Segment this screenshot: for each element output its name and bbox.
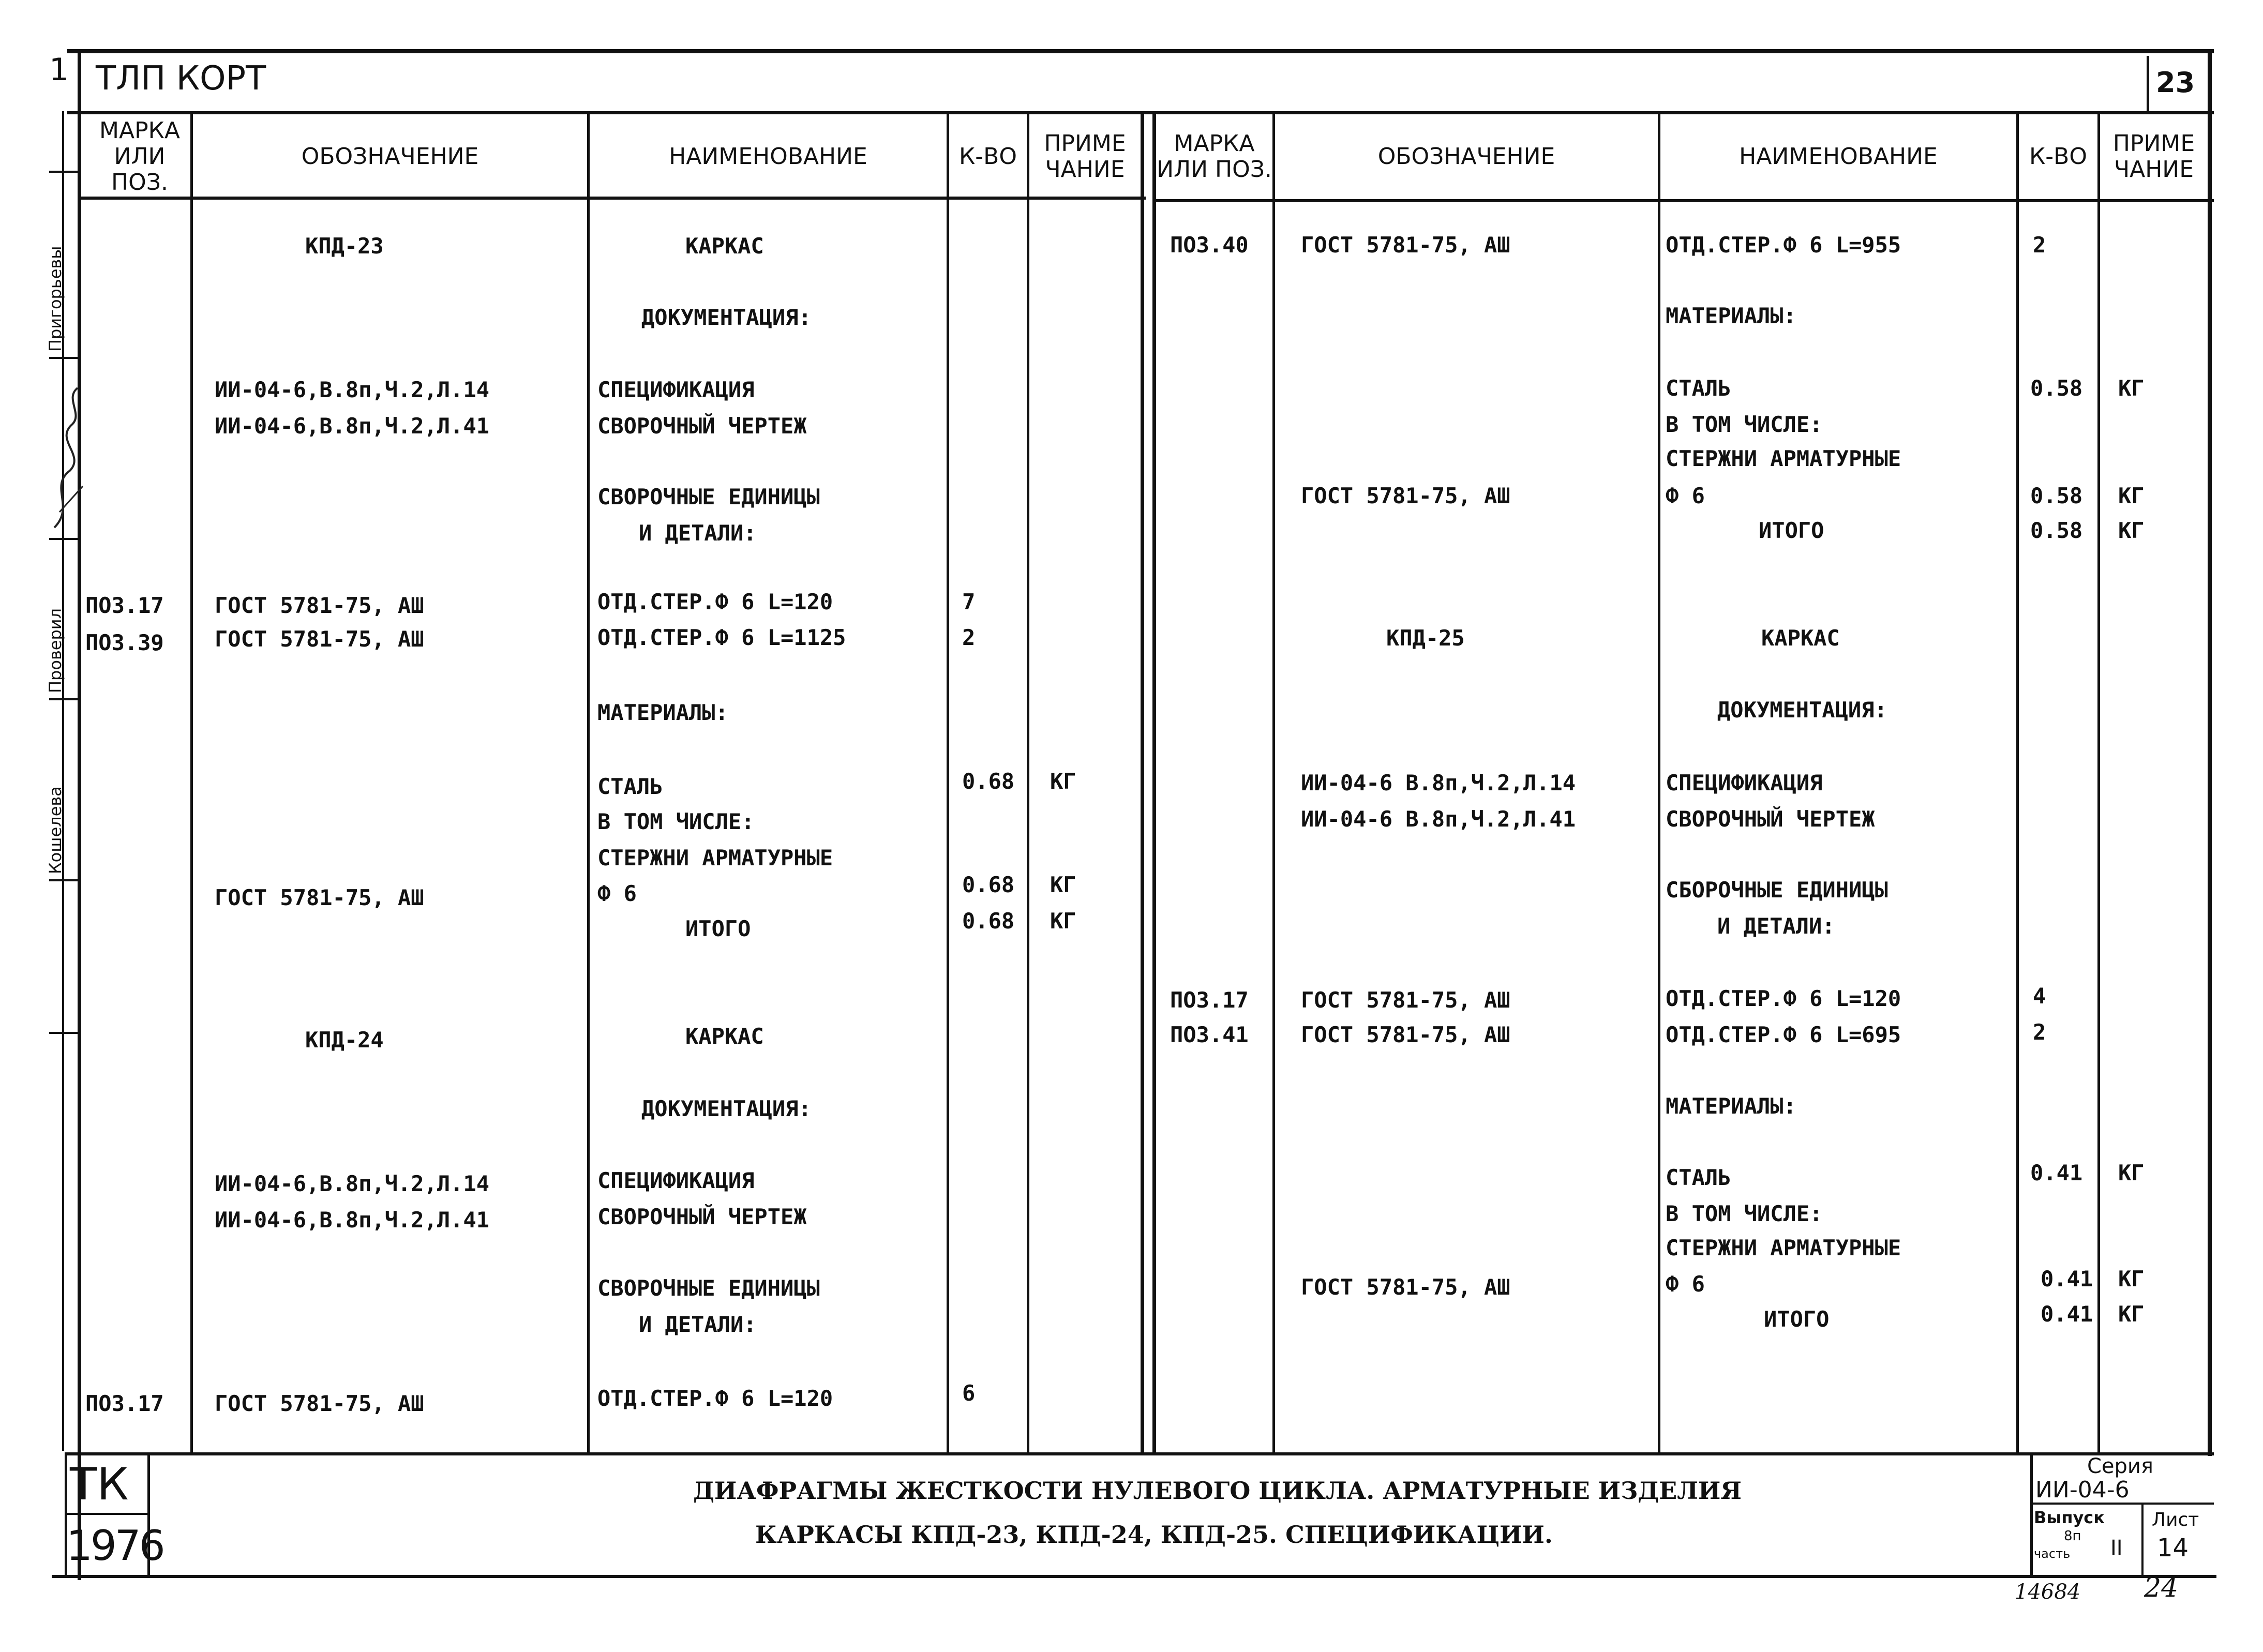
col-header-oboznachenie: ОБОЗНАЧЕНИЕ [301,143,479,170]
left-r8-marka: ПОЗ.39 [85,630,164,655]
right-r5-naim: СТЕРЖНИ АРМАТУРНЫЕ [1666,446,1901,471]
left-r15-oboz: КПД-24 [305,1027,384,1053]
col-header-primechanie-right: ПРИМЕ ЧАНИЕ [2112,130,2195,183]
right-r12-naim: СБОРОЧНЫЕ ЕДИНИЦЫ [1666,877,1888,903]
right-r20-kvo: 0.41 [2041,1266,2093,1291]
left-r5-naim: СВОРОЧНЫЕ ЕДИНИЦЫ [597,484,820,509]
right-r16-naim: МАТЕРИАЛЫ: [1666,1093,1796,1119]
seria-value: ИИ-04-6 [2035,1477,2130,1503]
right-r15-marka: ПОЗ.41 [1170,1022,1249,1047]
right-r7-naim: ИТОГО [1759,518,1824,543]
right-r9-naim: ДОКУМЕНТАЦИЯ: [1717,697,1887,723]
right-r10-naim: СПЕЦИФИКАЦИЯ [1666,770,1823,795]
right-r21-kvo: 0.41 [2041,1301,2093,1327]
right-r3-prim: КГ [2118,376,2145,401]
right-r1-naim: ОТД.СТЕР.Ф 6 L=955 [1666,232,1901,258]
left-r17-naim: СПЕЦИФИКАЦИЯ [597,1168,755,1193]
left-r17-oboz: ИИ-04-6,В.8п,Ч.2,Л.14 [215,1171,490,1196]
right-r1-oboz: ГОСТ 5781-75, АШ [1301,232,1510,258]
left-r18-oboz: ИИ-04-6,В.8п,Ч.2,Л.41 [215,1207,490,1233]
left-r8-kvo: 2 [962,625,976,650]
right-r8-naim: КАРКАС [1761,625,1840,651]
col-header-marka-right: МАРКА ИЛИ ПОЗ. [1157,130,1272,183]
left-r4-naim: СВОРОЧНЫЙ ЧЕРТЕЖ [597,413,807,439]
tk-label: ТК [70,1459,129,1510]
right-r8-oboz: КПД-25 [1386,625,1465,651]
right-r6-prim: КГ [2118,483,2145,508]
col-header-primechanie: ПРИМЕ ЧАНИЕ [1044,130,1126,183]
right-r15-kvo: 2 [2033,1019,2046,1045]
left-r1-oboz: КПД-23 [305,233,384,259]
right-r11-naim: СВОРОЧНЫЙ ЧЕРТЕЖ [1666,806,1875,832]
year-label: 1976 [66,1522,163,1570]
right-r1-kvo: 2 [2033,232,2046,258]
left-r18-naim: СВОРОЧНЫЙ ЧЕРТЕЖ [597,1204,807,1229]
right-r14-naim: ОТД.СТЕР.Ф 6 L=120 [1666,986,1901,1011]
signature-scribble [44,383,91,538]
left-r7-marka: ПОЗ.17 [85,593,164,618]
col-header-naimenovanie: НАИМЕНОВАНИЕ [669,143,867,170]
right-r20-oboz: ГОСТ 5781-75, АШ [1301,1274,1510,1300]
left-r19-naim: СВОРОЧНЫЕ ЕДИНИЦЫ [597,1275,820,1301]
margin-label-3: Кошелева [46,786,65,874]
left-r21-marka: ПОЗ.17 [85,1391,164,1416]
right-r7-kvo: 0.58 [2030,518,2083,543]
left-r13-kvo: 0.68 [962,872,1015,897]
chast-label: часть [2034,1546,2071,1561]
right-r10-oboz: ИИ-04-6 В.8п,Ч.2,Л.14 [1301,770,1576,795]
list-value: 14 [2157,1534,2189,1563]
footer-title-line1: ДИАФРАГМЫ ЖЕСТКОСТИ НУЛЕВОГО ЦИКЛА. АРМАТУРНЫЕ ИЗДЕЛИЯ [693,1477,1742,1505]
bottom-sheet-number: 24 [2144,1572,2179,1603]
col-header-naimenovanie-right: НАИМЕНОВАНИЕ [1739,143,1938,170]
col-header-oboznachenie-right: ОБОЗНАЧЕНИЕ [1377,143,1555,170]
left-r2-naim: ДОКУМЕНТАЦИЯ: [641,305,812,330]
right-r13-naim: И ДЕТАЛИ: [1717,913,1835,939]
left-r1-naim: КАРКАС [685,233,764,259]
margin-label-2: Проверил [46,608,65,693]
left-r10-prim: КГ [1050,769,1076,794]
right-r4-naim: В ТОМ ЧИСЛЕ: [1666,412,1823,437]
bottom-inventory-number: 14684 [2015,1580,2081,1604]
corner-mark: 1 [49,52,69,88]
right-r17-kvo: 0.41 [2030,1160,2083,1185]
left-r15-naim: КАРКАС [685,1024,764,1049]
right-r3-naim: СТАЛЬ [1666,376,1731,401]
right-r20-naim: Ф 6 [1666,1271,1705,1297]
right-r21-naim: ИТОГО [1764,1306,1830,1332]
right-r7-prim: КГ [2118,518,2145,543]
right-r17-naim: СТАЛЬ [1666,1165,1731,1190]
right-r15-naim: ОТД.СТЕР.Ф 6 L=695 [1666,1022,1901,1047]
left-r7-oboz: ГОСТ 5781-75, АШ [215,593,424,618]
right-r14-marka: ПОЗ.17 [1170,987,1249,1013]
right-r18-naim: В ТОМ ЧИСЛЕ: [1666,1201,1823,1226]
left-r12-naim: СТЕРЖНИ АРМАТУРНЫЕ [597,845,833,870]
right-r20-prim: КГ [2118,1266,2145,1291]
right-r6-naim: Ф 6 [1666,483,1705,508]
vypusk-label: Выпуск [2034,1508,2105,1527]
vypusk-value: 8п [2064,1528,2081,1544]
list-label: Лист [2152,1509,2199,1530]
left-r7-naim: ОТД.СТЕР.Ф 6 L=120 [597,589,833,614]
left-r3-oboz: ИИ-04-6,В.8п,Ч.2,Л.14 [215,377,490,402]
right-r11-oboz: ИИ-04-6 В.8п,Ч.2,Л.41 [1301,806,1576,832]
right-r14-kvo: 4 [2033,983,2046,1009]
left-r7-kvo: 7 [962,589,976,614]
right-r3-kvo: 0.58 [2030,376,2083,401]
left-r21-oboz: ГОСТ 5781-75, АШ [215,1391,424,1416]
left-r8-oboz: ГОСТ 5781-75, АШ [215,626,424,652]
left-r3-naim: СПЕЦИФИКАЦИЯ [597,377,755,402]
left-r21-kvo: 6 [962,1380,976,1406]
right-r17-prim: КГ [2118,1160,2145,1185]
right-r6-kvo: 0.58 [2030,483,2083,508]
left-r16-naim: ДОКУМЕНТАЦИЯ: [641,1096,812,1121]
left-r14-kvo: 0.68 [962,908,1015,934]
left-r20-naim: И ДЕТАЛИ: [639,1312,757,1337]
col-header-kvo-right: К-ВО [2029,143,2087,170]
left-r21-naim: ОТД.СТЕР.Ф 6 L=120 [597,1386,833,1411]
page-number: 23 [2156,66,2195,99]
organization-title: ТЛП КОРТ [96,59,266,98]
left-r4-oboz: ИИ-04-6,В.8п,Ч.2,Л.41 [215,413,490,439]
right-r6-oboz: ГОСТ 5781-75, АШ [1301,483,1510,508]
right-r14-oboz: ГОСТ 5781-75, АШ [1301,987,1510,1013]
left-r9-naim: МАТЕРИАЛЫ: [597,700,728,725]
left-r6-naim: И ДЕТАЛИ: [639,520,757,546]
right-r15-oboz: ГОСТ 5781-75, АШ [1301,1022,1510,1047]
right-r21-prim: КГ [2118,1301,2145,1327]
left-r13-oboz: ГОСТ 5781-75, АШ [215,885,424,910]
left-r13-naim: Ф 6 [597,881,637,906]
col-header-kvo: К-ВО [959,143,1017,170]
margin-label-1: Пригорьевы [46,246,65,352]
left-r13-prim: КГ [1050,872,1076,897]
left-r14-naim: ИТОГО [685,916,751,941]
right-r19-naim: СТЕРЖНИ АРМАТУРНЫЕ [1666,1235,1901,1260]
right-r2-naim: МАТЕРИАЛЫ: [1666,303,1796,328]
chast-value: II [2110,1536,2123,1560]
left-r10-kvo: 0.68 [962,769,1015,794]
left-r11-naim: В ТОМ ЧИСЛЕ: [597,809,755,834]
left-r14-prim: КГ [1050,908,1076,934]
right-r1-marka: ПОЗ.40 [1170,232,1249,258]
seria-label: Серия [2087,1454,2153,1478]
col-header-marka: МАРКА ИЛИ ПОЗ. [99,117,180,196]
left-r10-naim: СТАЛЬ [597,774,663,799]
footer-title-line2: КАРКАСЫ КПД-23, КПД-24, КПД-25. СПЕЦИФИКАЦИИ. [755,1521,1553,1549]
left-r8-naim: ОТД.СТЕР.Ф 6 L=1125 [597,625,846,650]
